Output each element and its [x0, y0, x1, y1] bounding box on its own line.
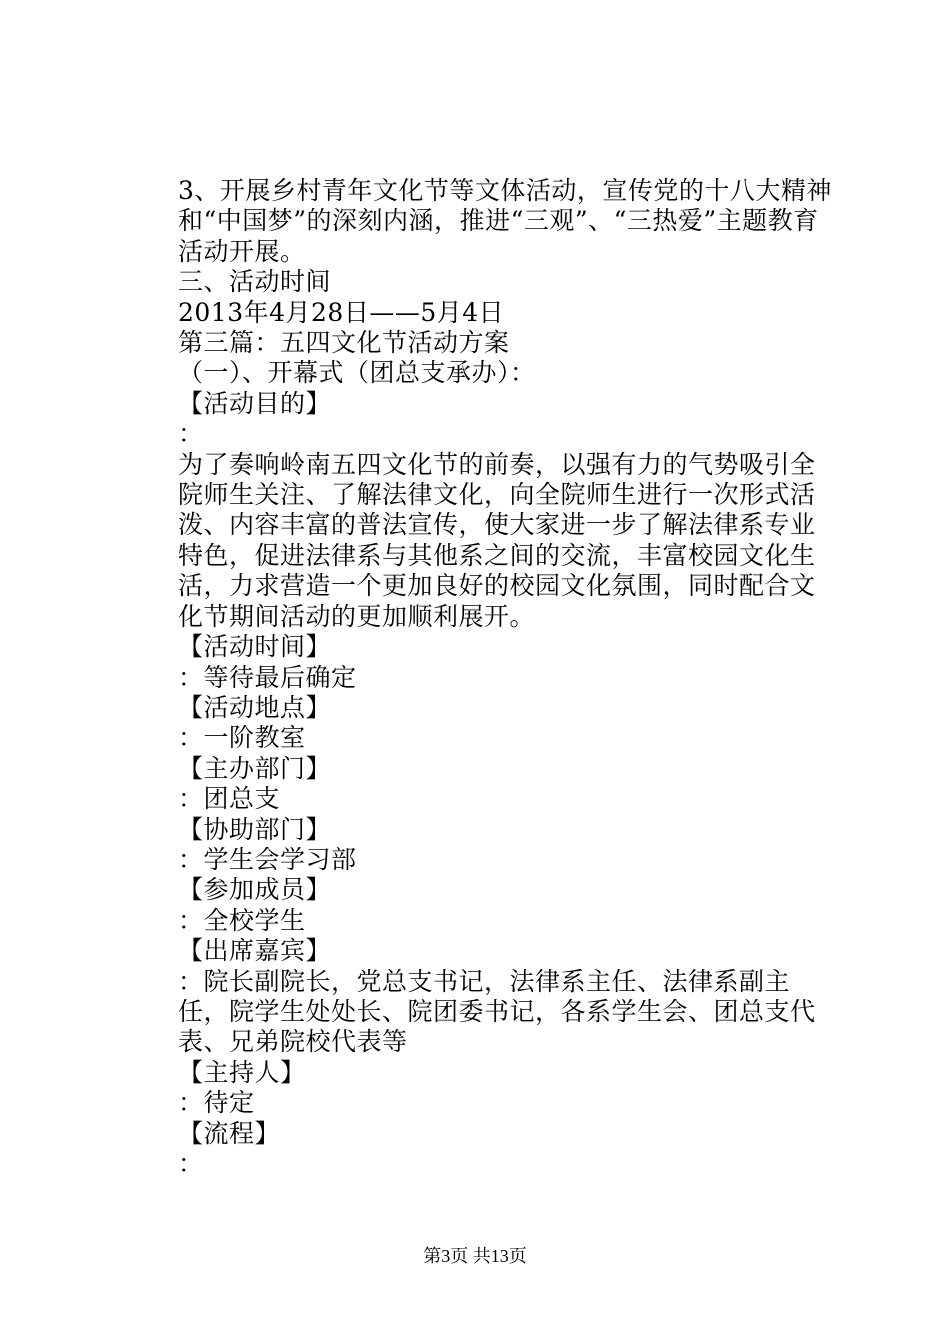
document-body: [128, 176, 838, 1179]
field-value: ：一阶教室: [178, 723, 306, 753]
field-value: ：待定: [178, 1088, 255, 1118]
section-heading: 三、活动时间: [178, 267, 332, 297]
field-label: 【活动目的】: [178, 388, 332, 418]
field-value: ：等待最后确定: [178, 662, 357, 692]
field-label: 【主持人】: [178, 1057, 306, 1087]
field-value: ：: [178, 1149, 204, 1178]
section-heading: （一）、开幕式（团总支承办）：: [178, 358, 536, 388]
field-label: 【协助部门】: [178, 814, 332, 844]
paragraph: 为了奏响岭南五四文化节的前奏，以强有力的气势吸引全院师生关注、了解法律文化，向全院师生进行一次形式活泼、内容丰富的普法宣传，使大家进一步了解法律系专业特色，促进法律系与其他系之间的交流，丰富校园文化生活，力求营造一个更加良好的校园文化氛围，同时配合文化节期间活动的更加顺利展开。: [178, 449, 816, 631]
field-label: 【参加成员】: [178, 875, 332, 905]
field-value: ：团总支: [178, 784, 281, 814]
field-label: 【主办部门】: [178, 753, 332, 783]
paragraph: 3、开展乡村青年文化节等文体活动，宣传党的十八大精神和“中国梦”的深刻内涵，推进“三观”、“三热爱”主题教育活动开展。: [178, 176, 832, 266]
chapter-title: 第三篇：五四文化节活动方案: [178, 328, 510, 358]
field-value: ：: [178, 419, 204, 449]
field-value: ：院长副院长，党总支书记，法律系主任、法律系副主任，院学生处处长、院团委书记，各系学生会、团总支代表、兄弟院校代表等: [178, 966, 816, 1057]
paragraph: 2013年4月28日——5月4日: [178, 297, 505, 327]
page-footer: 第3页 共13页: [423, 1246, 527, 1266]
field-value: ：学生会学习部: [178, 844, 357, 874]
field-label: 【活动时间】: [178, 632, 332, 662]
field-label: 【出席嘉宾】: [178, 936, 332, 966]
field-label: 【流程】: [178, 1118, 281, 1148]
field-label: 【活动地点】: [178, 692, 332, 722]
field-value: ：全校学生: [178, 905, 306, 935]
